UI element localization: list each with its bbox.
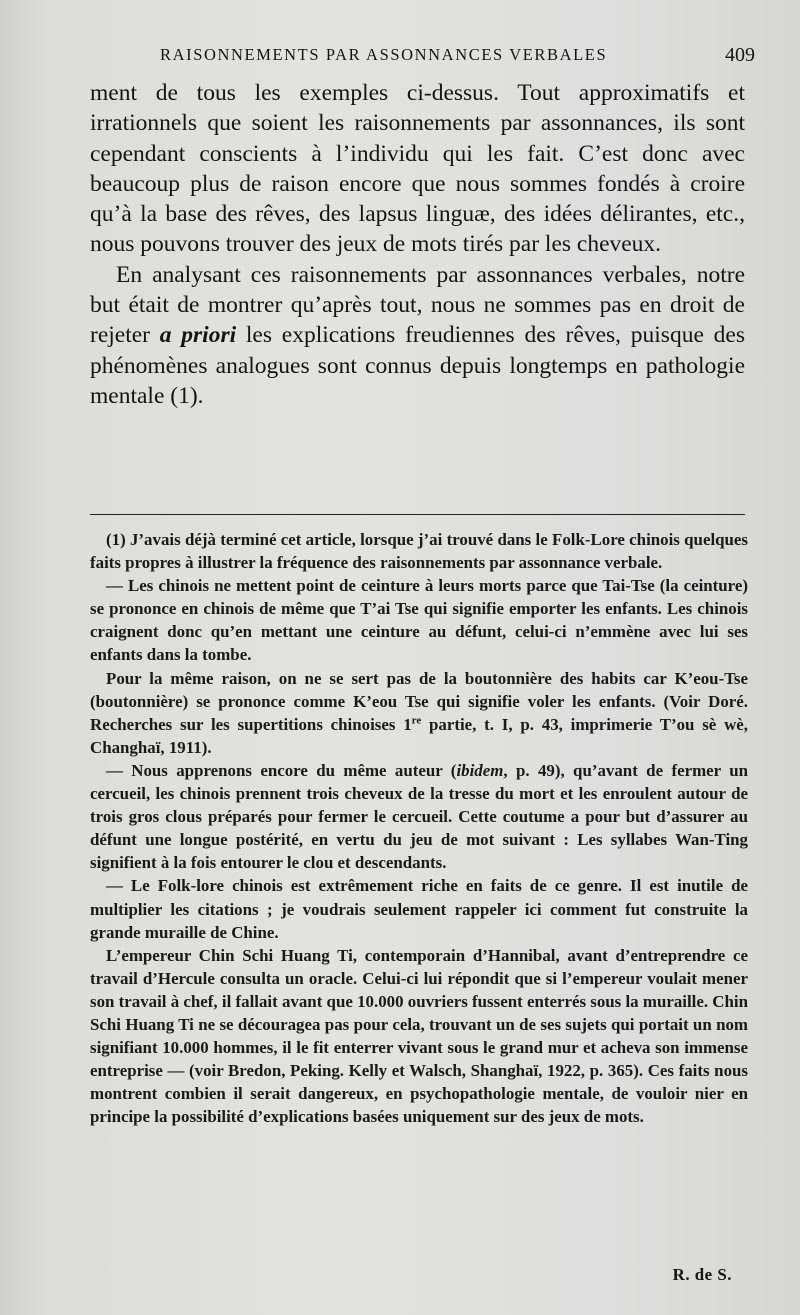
footnote-cercueil-end: , p. 49), qu’avant de fermer un cercueil, les chinois prennent trois cheveux de la tresse du mort et les enroulent autour de trois gros clous préparés pour fermer le cercueil. Cette coutume a pour but d’assurer au défunt une longue postérité, en vertu du jeu de mot suivant : Les syllabes Wan-Ting signifient à la fois entourer le clou et descendants. xyxy=(90,760,748,873)
main-text xyxy=(90,78,745,411)
footnote-1: (1) J’avais déjà terminé cet article, lorsque j’ai trouvé dans le Folk-Lore chinois quelques faits propres à illustrer la fréquence des raisonnements par assonnance verbale. xyxy=(90,530,748,573)
footnote-cercueil-start: — Nous apprenons encore du même auteur ( xyxy=(106,760,457,780)
signature: R. de S. xyxy=(672,1265,732,1284)
footnote-cercueil xyxy=(90,759,748,874)
paragraph-1: ment de tous les exemples ci-dessus. Tout approximatifs et irrationnels que soient les raisonnements par assonnances, ils sont cependant conscients à l’individu qui les fait. C’est donc avec beaucoup plus de raison encore que nous sommes fondés à croire qu’à la base des rêves, des lapsus linguæ, des idées délirantes, etc., nous pouvons trouver des jeux de mots tirés par les cheveux. xyxy=(90,80,745,258)
running-title: RAISONNEMENTS PAR ASSONNANCES VERBALES xyxy=(160,45,608,64)
footnote-boutonniere-sup: re xyxy=(411,714,422,727)
footnote-rule xyxy=(90,514,745,515)
paragraph-2-start: En analysant ces raisonnements par assonnances verbales, notre but était de montrer qu’après tout, nous ne sommes pas en droit de rejeter xyxy=(90,261,745,349)
page-header xyxy=(160,40,755,70)
footnote-boutonniere xyxy=(90,667,748,759)
paragraph-2 xyxy=(90,260,745,411)
footnote-cercueil-italic: ibidem xyxy=(456,760,504,780)
page-number: 409 xyxy=(725,44,755,66)
paragraph-2-italic: a priori xyxy=(159,322,237,349)
footnote-boutonniere-start: Pour la même raison, on ne se sert pas de la boutonnière des habits car K’eou-Tse (boutonnière) se prononce comme K’eou Tse qui signifie voler les enfants. (Voir Doré. Recherches sur les supertitions chinoises 1 xyxy=(90,668,748,734)
footnote-folklore: — Le Folk-lore chinois est extrêmement riche en faits de ce genre. Il est inutile de multiplier les citations ; je voudrais seulement rappeler ici comment fut construite la grande muraille de Chine. xyxy=(90,876,748,942)
footnote-ceinture: — Les chinois ne mettent point de ceinture à leurs morts parce que Tai-Tse (la ceinture) se prononce en chinois de même que T’ai Tse qui signifie emporter les enfants. Les chinois craignent donc qu’en mettant une ceinture au défunt, celui-ci n’emmène avec lui ses enfants dans la tombe. xyxy=(90,576,748,665)
footnote-muraille: L’empereur Chin Schi Huang Ti, contemporain d’Hannibal, avant d’entreprendre ce travail d’Hercule consulta un oracle. Celui-ci lui répondit que si l’empereur voulait mener son travail à chef, il fallait avant que 10.000 ouvriers fussent enterrés sous la muraille. Chin Schi Huang Ti ne se découragea pas pour cela, trouvant un de ses sujets qui portait un nom signifiant 10.000 hommes, il le fit enterrer vivant sous le grand mur et acheva son immense entreprise — (voir Bredon, Peking. Kelly et Walsch, Shanghaï, 1922, p. 365). Ces faits nous montrent combien il serait dangereux, en psychopathologie mentale, de vouloir nier en principe la possibilité d’explications basées uniquement sur des jeux de mots. xyxy=(90,945,748,1127)
footnote-boutonniere-end: partie, t. I, p. 43, imprimerie T’ou sè wè, Changhaï, 1911). xyxy=(90,714,748,757)
paragraph-2-end: les explications freudiennes des rêves, puisque des phénomènes analogues sont connus depuis longtemps en pathologie mentale (1). xyxy=(90,322,745,409)
footnotes xyxy=(90,528,748,1128)
